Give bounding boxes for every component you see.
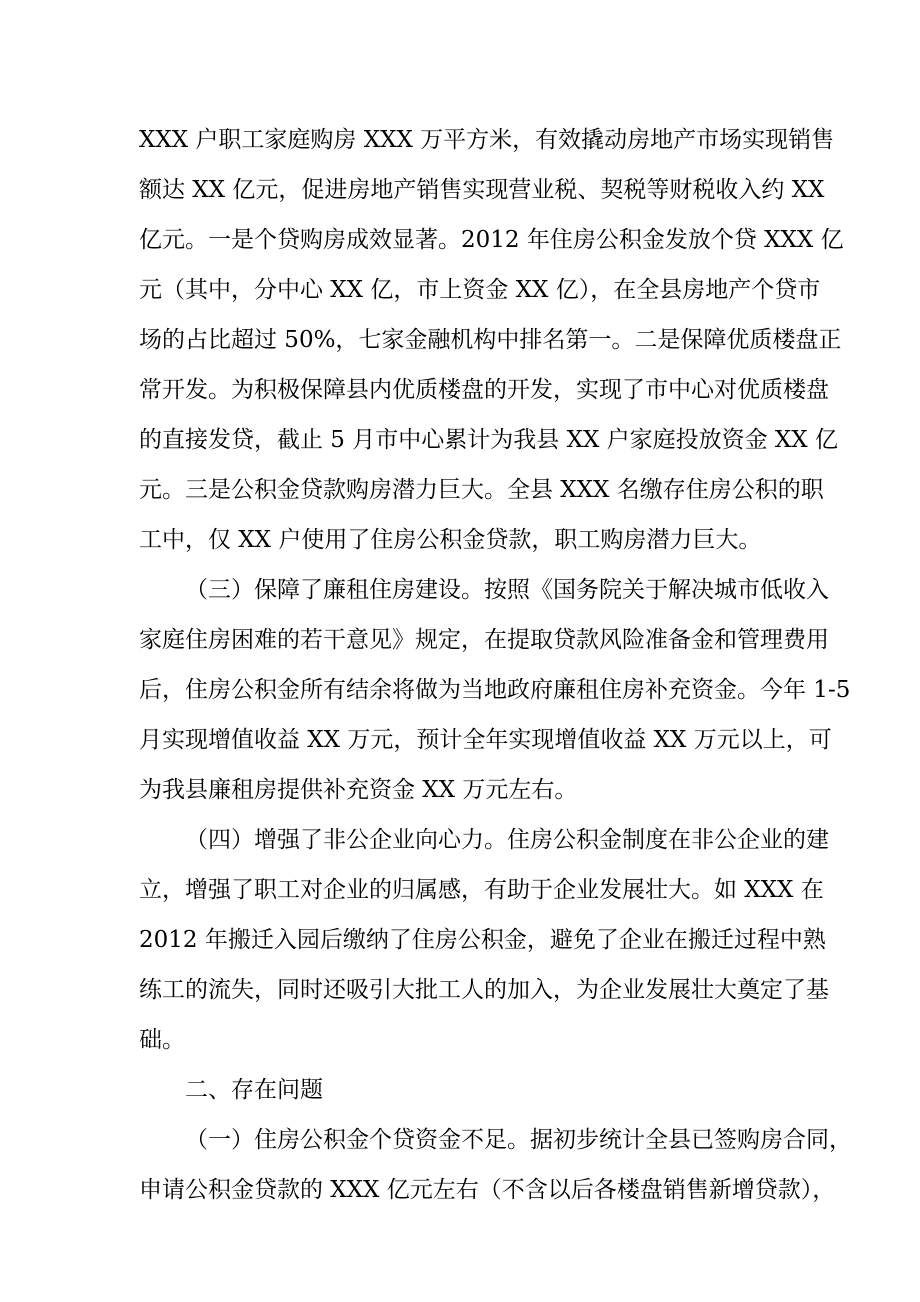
text-line: 常开发。为积极保障县内优质楼盘的开发，实现了市中心对优质楼盘 — [139, 377, 829, 403]
text-line: 场的占比超过 50%，七家金融机构中排名第一。二是保障优质楼盘正 — [139, 327, 842, 353]
text-line: 元。三是公积金贷款购房潜力巨大。全县 XXX 名缴存住房公积的职 — [139, 477, 824, 503]
paragraph-start-line: （四）增强了非公企业向心力。住房公积金制度在非公企业的建 — [185, 827, 829, 853]
text-line: 家庭住房困难的若干意见》规定，在提取贷款风险准备金和管理费用 — [139, 627, 829, 653]
text-line: 练工的流失，同时还吸引大批工人的加入，为企业发展壮大奠定了基 — [139, 977, 829, 1003]
text-line: XXX 户职工家庭购房 XXX 万平方米，有效撬动房地产市场实现销售 — [139, 127, 835, 153]
text-line: 为我县廉租房提供补充资金 XX 万元左右。 — [139, 777, 578, 803]
text-line: 工中，仅 XX 户使用了住房公积金贷款，职工购房潜力巨大。 — [139, 527, 762, 553]
text-line: 亿元。一是个贷购房成效显著。2012 年住房公积金发放个贷 XXX 亿 — [139, 227, 844, 253]
text-line: 2012 年搬迁入园后缴纳了住房公积金，避免了企业在搬迁过程中熟 — [139, 927, 826, 953]
text-line: 元（其中，分中心 XX 亿，市上资金 XX 亿），在全县房地产个贷市 — [139, 277, 821, 303]
document-body — [139, 115, 852, 1215]
section-heading: 二、存在问题 — [185, 1077, 323, 1103]
text-line: 申请公积金贷款的 XXX 亿元左右（不含以后各楼盘销售新增贷款）， — [139, 1177, 836, 1203]
text-line: 础。 — [139, 1027, 185, 1053]
text-line: 额达 XX 亿元，促进房地产销售实现营业税、契税等财税收入约 XX — [139, 177, 825, 203]
text-line: 立，增强了职工对企业的归属感，有助于企业发展壮大。如 XXX 在 — [139, 877, 824, 903]
text-line: 月实现增值收益 XX 万元，预计全年实现增值收益 XX 万元以上，可 — [139, 727, 832, 753]
text-line: 的直接发贷，截止 5 月市中心累计为我县 XX 户家庭投放资金 XX 亿 — [139, 427, 838, 453]
paragraph-start-line: （三）保障了廉租住房建设。按照《国务院关于解决城市低收入 — [185, 577, 829, 603]
paragraph-start-line: （一）住房公积金个贷资金不足。据初步统计全县已签购房合同， — [185, 1127, 852, 1153]
text-line: 后，住房公积金所有结余将做为当地政府廉租住房补充资金。今年 1-5 — [139, 677, 851, 703]
